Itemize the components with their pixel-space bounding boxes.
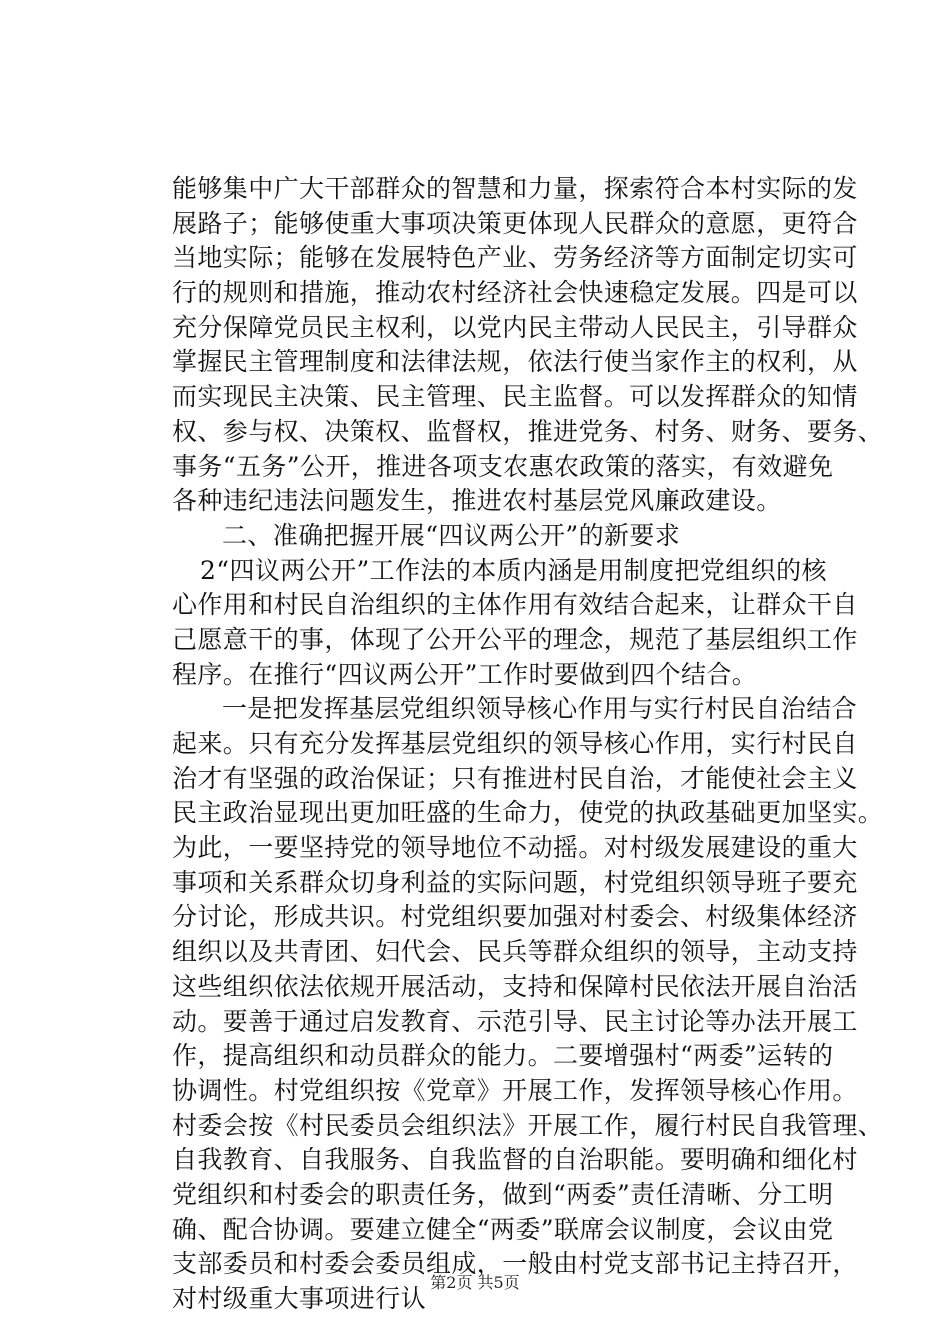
page-footer: 第2页 共5页: [430, 1273, 520, 1292]
text-line: 协调性。村党组织按《党章》开展工作，发挥领导核心作用。: [172, 1075, 858, 1105]
text-line: 权、参与权、决策权、监督权，推进党务、村务、财务、要务、: [172, 416, 884, 446]
text-line: 行的规则和措施，推动农村经济社会快速稳定发展。四是可以: [172, 278, 858, 308]
text-line: 心作用和村民自治组织的主体作用有效结合起来，让群众干自: [172, 590, 858, 620]
text-line: 己愿意干的事，体现了公开公平的理念，规范了基层组织工作: [172, 624, 858, 654]
text-line: 程序。在推行“四议两公开”工作时要做到四个结合。: [172, 659, 758, 689]
text-line: 为此，一要坚持党的领导地位不动摇。对村级发展建设的重大: [172, 833, 858, 863]
body-text: [172, 172, 884, 1317]
text-line: 一是把发挥基层党组织领导核心作用与实行村民自治结合: [222, 694, 858, 724]
text-line: 事务“五务”公开，推进各项支农惠农政策的落实，有效避免: [172, 451, 834, 481]
text-line: 党组织和村委会的职责任务，做到“两委”责任清晰、分工明: [172, 1179, 834, 1209]
text-line: 掌握民主管理制度和法律法规，依法行使当家作主的权利，从: [172, 347, 858, 377]
text-line: 当地实际；能够在发展特色产业、劳务经济等方面制定切实可: [172, 243, 858, 273]
text-line: 事项和关系群众切身利益的实际问题，村党组织领导班子要充: [172, 867, 858, 897]
text-line: 能够集中广大干部群众的智慧和力量，探索符合本村实际的发: [172, 174, 858, 203]
text-line: 民主政治显现出更加旺盛的生命力，使党的执政基础更加坚实。: [172, 798, 884, 828]
text-line: 支部委员和村委会委员组成，一般由村党支部书记主持召开，: [172, 1249, 858, 1279]
text-line: 而实现民主决策、民主管理、民主监督。可以发挥群众的知情: [172, 382, 858, 412]
text-line: 作，提高组织和动员群众的能力。二要增强村“两委”运转的: [172, 1041, 834, 1071]
text-line: 充分保障党员民主权利，以党内民主带动人民民主，引导群众: [172, 312, 858, 342]
text-line: 对村级重大事项进行认: [172, 1284, 427, 1313]
text-line: 自我教育、自我服务、自我监督的自治职能。要明确和细化村: [172, 1145, 858, 1175]
text-line: 动。要善于通过启发教育、示范引导、民主讨论等办法开展工: [172, 1006, 858, 1036]
text-line: 这些组织依法依规开展活动，支持和保障村民依法开展自治活: [172, 971, 858, 1001]
text-line: 组织以及共青团、妇代会、民兵等群众组织的领导，主动支持: [172, 937, 858, 967]
text-line: 各种违纪违法问题发生，推进农村基层党风廉政建设。: [172, 486, 782, 516]
section-heading: 二、准确把握开展“四议两公开”的新要求: [222, 520, 681, 550]
text-line: 确、配合协调。要建立健全“两委”联席会议制度，会议由党: [172, 1214, 834, 1244]
text-line: 起来。只有充分发挥基层党组织的领导核心作用，实行村民自: [172, 729, 858, 758]
text-line: 展路子；能够使重大事项决策更体现人民群众的意愿，更符合: [172, 208, 858, 238]
text-line: 2“四议两公开”工作法的本质内涵是用制度把党组织的核: [200, 555, 827, 585]
text-line: 村委会按《村民委员会组织法》开展工作，履行村民自我管理、: [172, 1110, 884, 1140]
text-line: 治才有坚强的政治保证；只有推进村民自治，才能使社会主义: [172, 763, 858, 793]
text-line: 分讨论，形成共识。村党组织要加强对村委会、村级集体经济: [172, 902, 858, 932]
